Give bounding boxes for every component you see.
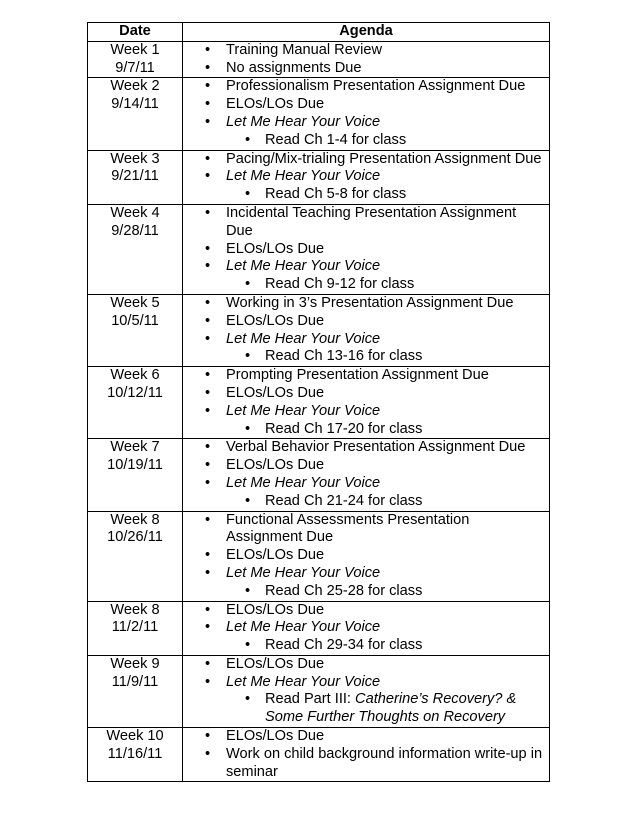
item-text: ELOs/LOs Due xyxy=(226,728,325,745)
agenda-list xyxy=(183,42,549,78)
date-label: 10/19/11 xyxy=(107,457,163,474)
item-text: Let Me Hear Your Voice xyxy=(226,673,381,690)
list-item xyxy=(183,42,549,60)
agenda-list xyxy=(183,439,549,510)
date-label: 9/14/11 xyxy=(111,96,159,113)
item-text: Incidental Teaching Presentation Assignment Due xyxy=(226,204,517,239)
item-text: Read Part III: xyxy=(265,691,356,708)
list-item xyxy=(183,746,549,782)
list-item xyxy=(183,403,549,421)
list-item xyxy=(183,439,549,457)
list-item xyxy=(183,331,549,349)
item-text: Training Manual Review xyxy=(226,41,383,58)
table-row xyxy=(88,439,550,511)
date-label: 10/26/11 xyxy=(107,529,163,546)
sub-list-item xyxy=(183,132,549,150)
date-cell xyxy=(88,511,183,601)
week-label: Week 10 xyxy=(106,728,164,745)
agenda-list xyxy=(183,367,549,438)
item-text: Pacing/Mix-trialing Presentation Assignment Due xyxy=(226,150,542,167)
week-label: Week 8 xyxy=(110,511,160,528)
week-label: Week 1 xyxy=(110,41,160,58)
sub-list-item xyxy=(183,276,549,294)
agenda-cell xyxy=(183,41,550,78)
date-label: 11/2/11 xyxy=(111,619,159,636)
item-text: No assignments Due xyxy=(226,59,362,76)
list-item xyxy=(183,367,549,385)
item-text: Read Ch 25-28 for class xyxy=(265,582,423,599)
list-item xyxy=(183,512,549,548)
week-label: Week 2 xyxy=(110,78,160,95)
date-label: 11/16/11 xyxy=(107,745,163,762)
date-cell xyxy=(88,78,183,150)
agenda-cell xyxy=(183,728,550,782)
item-text: Let Me Hear Your Voice xyxy=(226,474,381,491)
item-text: ELOs/LOs Due xyxy=(226,96,325,113)
date-cell xyxy=(88,294,183,366)
list-item xyxy=(183,602,549,620)
agenda-cell xyxy=(183,601,550,655)
list-item xyxy=(183,258,549,276)
item-text: Read Ch 5-8 for class xyxy=(265,186,407,203)
sub-list-item xyxy=(183,348,549,366)
item-text: Let Me Hear Your Voice xyxy=(226,168,381,185)
table-row xyxy=(88,78,550,150)
item-text: ELOs/LOs Due xyxy=(226,601,325,618)
table-row xyxy=(88,204,550,294)
week-label: Week 6 xyxy=(110,367,160,384)
agenda-list xyxy=(183,512,549,601)
item-text: ELOs/LOs Due xyxy=(226,240,325,257)
item-text: Read Ch 29-34 for class xyxy=(265,637,423,654)
agenda-header: Agenda xyxy=(183,23,550,42)
week-label: Week 8 xyxy=(110,601,160,618)
agenda-list xyxy=(183,656,549,727)
list-item xyxy=(183,674,549,692)
item-text: Let Me Hear Your Voice xyxy=(226,258,381,275)
list-item xyxy=(183,168,549,186)
date-cell xyxy=(88,204,183,294)
list-item xyxy=(183,114,549,132)
table-row xyxy=(88,511,550,601)
item-text: Let Me Hear Your Voice xyxy=(226,402,381,419)
agenda-table xyxy=(87,22,550,782)
agenda-cell xyxy=(183,439,550,511)
table-row xyxy=(88,601,550,655)
list-item xyxy=(183,385,549,403)
table-row xyxy=(88,367,550,439)
date-cell xyxy=(88,41,183,78)
table-row xyxy=(88,41,550,78)
agenda-cell xyxy=(183,150,550,204)
list-item xyxy=(183,60,549,78)
sub-list-item xyxy=(183,186,549,204)
agenda-list xyxy=(183,78,549,149)
date-label: 9/7/11 xyxy=(115,59,155,76)
date-cell xyxy=(88,367,183,439)
item-text: Catherine’s Recovery? & Some Further Thoughts on Recovery xyxy=(265,691,517,726)
week-label: Week 7 xyxy=(110,439,160,456)
agenda-list xyxy=(183,205,549,294)
sub-list-item xyxy=(183,691,549,727)
list-item xyxy=(183,78,549,96)
item-text: Verbal Behavior Presentation Assignment Due xyxy=(226,439,526,456)
date-label: 11/9/11 xyxy=(111,673,159,690)
list-item xyxy=(183,547,549,565)
date-label: 9/28/11 xyxy=(111,222,159,239)
item-text: ELOs/LOs Due xyxy=(226,457,325,474)
agenda-cell xyxy=(183,655,550,727)
date-cell xyxy=(88,150,183,204)
list-item xyxy=(183,151,549,169)
sub-list-item xyxy=(183,637,549,655)
item-text: Professionalism Presentation Assignment Due xyxy=(226,78,526,95)
agenda-cell xyxy=(183,294,550,366)
item-text: Let Me Hear Your Voice xyxy=(226,113,381,130)
agenda-list xyxy=(183,728,549,781)
date-cell xyxy=(88,728,183,782)
week-label: Week 3 xyxy=(110,150,160,167)
agenda-cell xyxy=(183,204,550,294)
week-label: Week 9 xyxy=(110,655,160,672)
table-row xyxy=(88,294,550,366)
table-row xyxy=(88,655,550,727)
date-header: Date xyxy=(88,23,183,42)
item-text: Read Ch 13-16 for class xyxy=(265,348,423,365)
header-row xyxy=(88,23,550,42)
item-text: Read Ch 17-20 for class xyxy=(265,420,423,437)
list-item xyxy=(183,728,549,746)
list-item xyxy=(183,313,549,331)
item-text: Let Me Hear Your Voice xyxy=(226,330,381,347)
list-item xyxy=(183,656,549,674)
agenda-list xyxy=(183,295,549,366)
item-text: Let Me Hear Your Voice xyxy=(226,619,381,636)
item-text: ELOs/LOs Due xyxy=(226,384,325,401)
list-item xyxy=(183,475,549,493)
agenda-list xyxy=(183,602,549,655)
table-row xyxy=(88,728,550,782)
agenda-cell xyxy=(183,511,550,601)
list-item xyxy=(183,96,549,114)
item-text: ELOs/LOs Due xyxy=(226,312,325,329)
date-cell xyxy=(88,655,183,727)
date-cell xyxy=(88,601,183,655)
list-item xyxy=(183,457,549,475)
date-cell xyxy=(88,439,183,511)
list-item xyxy=(183,241,549,259)
list-item xyxy=(183,295,549,313)
item-text: Working in 3’s Presentation Assignment Due xyxy=(226,294,514,311)
item-text: Read Ch 1-4 for class xyxy=(265,131,407,148)
list-item xyxy=(183,619,549,637)
item-text: Work on child background information write-up in seminar xyxy=(226,745,543,780)
date-label: 10/12/11 xyxy=(107,384,163,401)
table-row xyxy=(88,150,550,204)
item-text: Prompting Presentation Assignment Due xyxy=(226,367,489,384)
date-label: 9/21/11 xyxy=(111,168,159,185)
item-text: Read Ch 9-12 for class xyxy=(265,276,415,293)
week-label: Week 4 xyxy=(110,204,160,221)
item-text: Read Ch 21-24 for class xyxy=(265,492,423,509)
list-item xyxy=(183,205,549,241)
week-label: Week 5 xyxy=(110,294,160,311)
date-label: 10/5/11 xyxy=(111,312,159,329)
sub-list-item xyxy=(183,421,549,439)
list-item xyxy=(183,565,549,583)
sub-list-item xyxy=(183,493,549,511)
agenda-cell xyxy=(183,367,550,439)
item-text: ELOs/LOs Due xyxy=(226,547,325,564)
item-text: Let Me Hear Your Voice xyxy=(226,564,381,581)
agenda-list xyxy=(183,151,549,204)
item-text: ELOs/LOs Due xyxy=(226,655,325,672)
sub-list-item xyxy=(183,583,549,601)
item-text: Functional Assessments Presentation Assignment Due xyxy=(226,511,470,546)
agenda-cell xyxy=(183,78,550,150)
agenda-body xyxy=(88,41,550,782)
